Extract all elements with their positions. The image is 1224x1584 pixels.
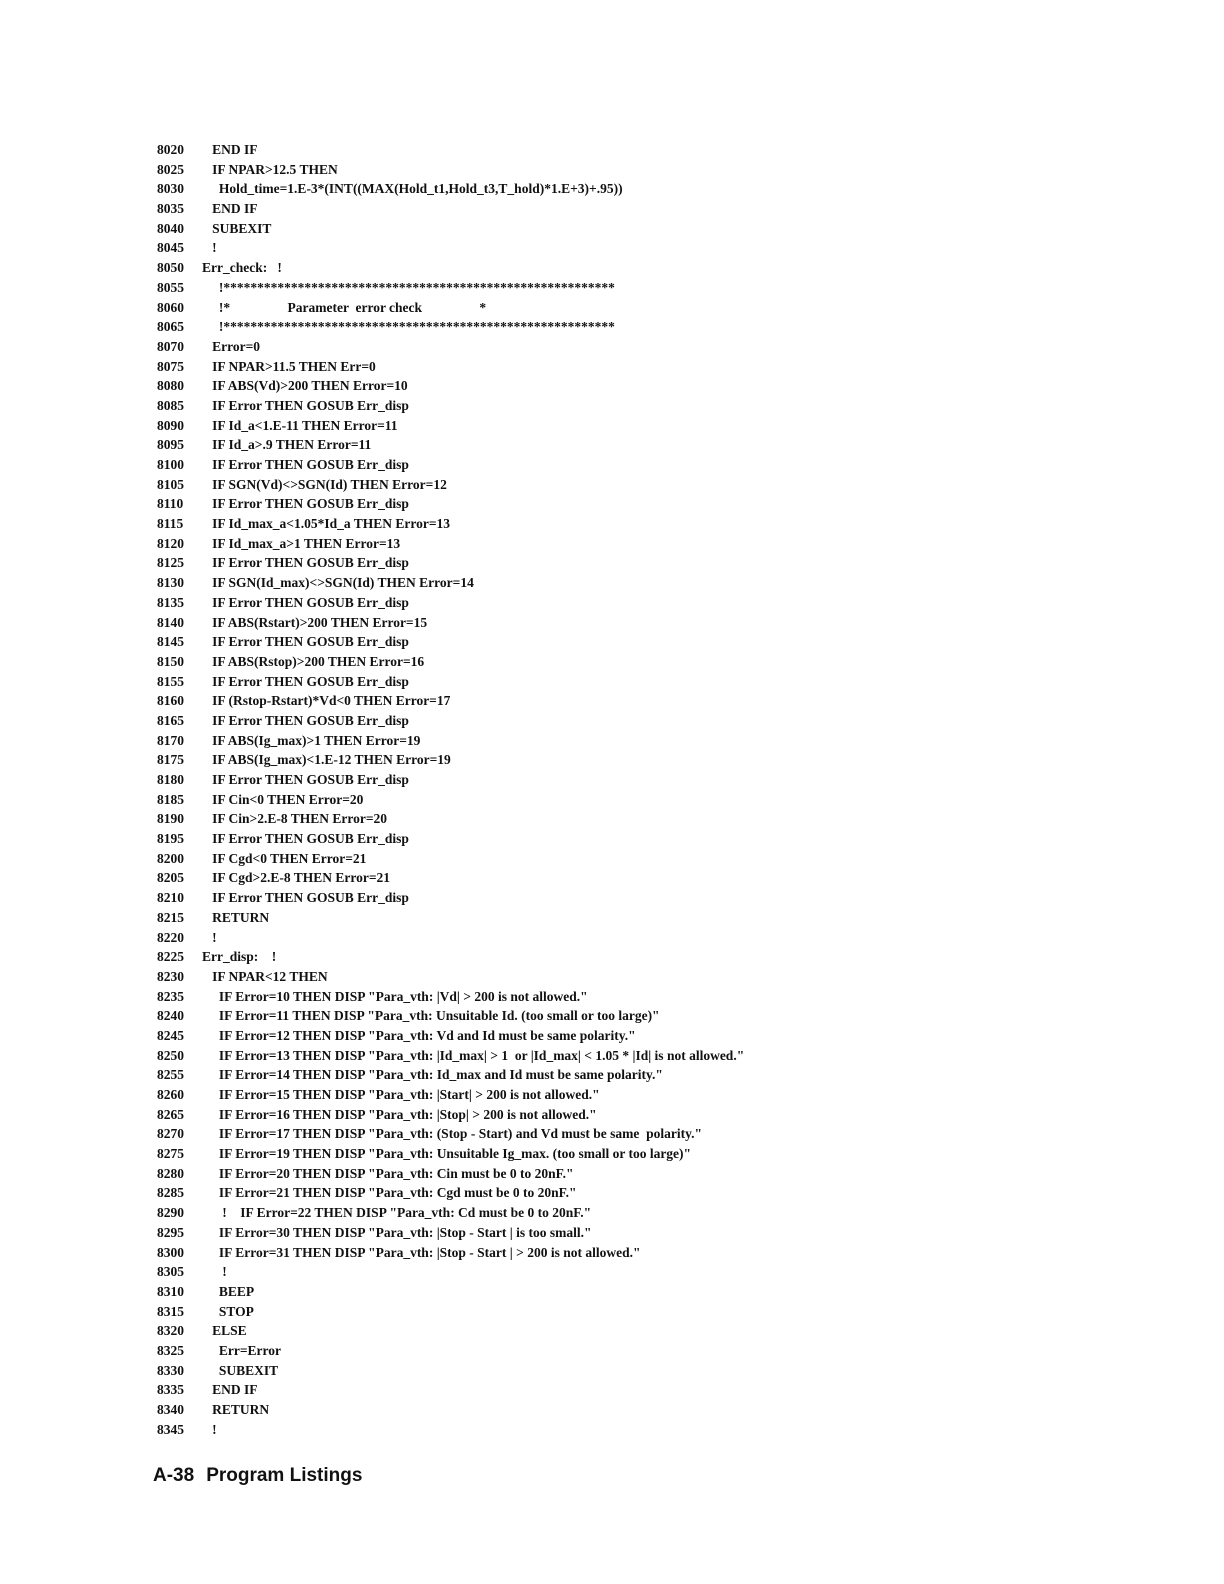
line-number: 8160 [157, 693, 184, 709]
line-number: 8150 [157, 653, 184, 669]
line-code: !* Parameter error check * [202, 299, 487, 315]
code-line [157, 278, 1207, 298]
line-code: IF Error THEN GOSUB Err_disp [202, 555, 409, 571]
section-title: Program Listings [206, 1465, 363, 1486]
line-code: IF ABS(Rstop)>200 THEN Error=16 [202, 653, 425, 669]
line-number: 8230 [157, 968, 184, 984]
line-code: IF Error=14 THEN DISP "Para_vth: Id_max and Id must be same polarity." [202, 1067, 663, 1083]
code-line [157, 790, 1207, 810]
line-number: 8240 [157, 1008, 184, 1024]
line-code: IF Error=15 THEN DISP "Para_vth: |Start| > 200 is not allowed." [202, 1087, 600, 1102]
line-code: IF Cgd<0 THEN Error=21 [202, 850, 367, 866]
line-number: 8345 [157, 1421, 184, 1437]
line-number: 8170 [157, 732, 184, 748]
program-listing [157, 140, 1207, 1439]
line-number: 8085 [157, 397, 184, 413]
code-line [157, 199, 1207, 219]
code-line [157, 494, 1207, 514]
code-line [157, 455, 1207, 475]
line-code: IF Id_max_a>1 THEN Error=13 [202, 535, 401, 551]
line-code: IF Error THEN GOSUB Err_disp [202, 457, 409, 472]
code-line [157, 691, 1207, 711]
line-code: IF (Rstop-Rstart)*Vd<0 THEN Error=17 [202, 693, 451, 709]
line-number: 8165 [157, 712, 184, 728]
line-code: ELSE [202, 1323, 247, 1339]
page-number: A-38 [153, 1465, 195, 1486]
line-code: IF ABS(Ig_max)<1.E-12 THEN Error=19 [202, 752, 451, 768]
line-number: 8020 [157, 142, 184, 157]
line-number: 8295 [157, 1224, 184, 1240]
line-code: IF Error=19 THEN DISP "Para_vth: Unsuitable Ig_max. (too small or too large)" [202, 1146, 692, 1162]
line-number: 8040 [157, 220, 184, 236]
line-code: IF Error THEN GOSUB Err_disp [202, 634, 409, 650]
line-code: ! [202, 240, 217, 256]
line-code: IF Error=11 THEN DISP "Para_vth: Unsuitable Id. (too small or too large)" [202, 1008, 660, 1024]
line-code: IF Error=10 THEN DISP "Para_vth: |Vd| > 200 is not allowed." [202, 988, 588, 1004]
line-number: 8175 [157, 752, 184, 768]
code-line [157, 1282, 1207, 1302]
line-code: END IF [202, 1382, 258, 1398]
line-number: 8185 [157, 791, 184, 807]
line-code: IF SGN(Vd)<>SGN(Id) THEN Error=12 [202, 476, 447, 492]
code-line [157, 947, 1207, 967]
line-code: Err=Error [202, 1342, 282, 1358]
code-line [157, 317, 1207, 337]
line-code: IF Error=16 THEN DISP "Para_vth: |Stop| > 200 is not allowed." [202, 1106, 597, 1122]
line-code: IF Error=13 THEN DISP "Para_vth: |Id_max| > 1 or |Id_max| < 1.05 * |Id| is not allowed." [202, 1047, 745, 1063]
code-line [157, 435, 1207, 455]
line-number: 8090 [157, 417, 184, 433]
line-number: 8305 [157, 1264, 184, 1280]
code-line [157, 1105, 1207, 1125]
line-code: STOP [202, 1303, 254, 1319]
code-line [157, 1302, 1207, 1322]
line-code: IF Error THEN GOSUB Err_disp [202, 496, 409, 512]
line-code: Hold_time=1.E-3*(INT((MAX(Hold_t1,Hold_t3,T_hold)*1.E+3)+.95)) [202, 181, 623, 197]
code-line [157, 160, 1207, 180]
line-number: 8205 [157, 870, 184, 886]
line-code: SUBEXIT [202, 1362, 279, 1378]
line-number: 8325 [157, 1342, 184, 1358]
code-line [157, 711, 1207, 731]
code-line [157, 258, 1207, 278]
code-line [157, 238, 1207, 258]
line-number: 8135 [157, 594, 184, 610]
code-line [157, 1065, 1207, 1085]
line-number: 8320 [157, 1323, 184, 1339]
code-line [157, 1183, 1207, 1203]
line-code: IF Id_a>.9 THEN Error=11 [202, 437, 372, 453]
line-number: 8025 [157, 161, 184, 177]
line-number: 8260 [157, 1087, 184, 1102]
line-code: IF Error=20 THEN DISP "Para_vth: Cin must be 0 to 20nF." [202, 1165, 574, 1181]
line-code: IF Error=17 THEN DISP "Para_vth: (Stop - Start) and Vd must be same polarity." [202, 1126, 702, 1142]
code-line [157, 298, 1207, 318]
code-line [157, 987, 1207, 1007]
line-code: BEEP [202, 1283, 255, 1299]
line-number: 8180 [157, 772, 184, 787]
line-number: 8065 [157, 319, 184, 335]
line-code: IF Id_max_a<1.05*Id_a THEN Error=13 [202, 516, 451, 532]
line-number: 8235 [157, 988, 184, 1004]
code-line [157, 613, 1207, 633]
code-line [157, 1046, 1207, 1066]
line-code: IF NPAR>11.5 THEN Err=0 [202, 358, 376, 374]
code-line [157, 1006, 1207, 1026]
code-line [157, 672, 1207, 692]
line-number: 8055 [157, 279, 184, 295]
line-number: 8275 [157, 1146, 184, 1162]
line-code: IF ABS(Rstart)>200 THEN Error=15 [202, 614, 428, 630]
line-number: 8190 [157, 811, 184, 827]
code-line [157, 928, 1207, 948]
line-number: 8110 [157, 496, 184, 512]
code-line [157, 1321, 1207, 1341]
line-number: 8310 [157, 1283, 184, 1299]
line-code: IF Error THEN GOSUB Err_disp [202, 594, 409, 610]
line-code: RETURN [202, 909, 270, 925]
code-line [157, 514, 1207, 534]
code-line [157, 1361, 1207, 1381]
code-line [157, 1243, 1207, 1263]
line-code: Error=0 [202, 338, 261, 354]
code-line [157, 140, 1207, 160]
line-number: 8255 [157, 1067, 184, 1083]
line-code: IF ABS(Vd)>200 THEN Error=10 [202, 378, 408, 394]
line-code: IF Error=21 THEN DISP "Para_vth: Cgd must be 0 to 20nF." [202, 1185, 577, 1201]
line-code: ! IF Error=22 THEN DISP "Para_vth: Cd must be 0 to 20nF." [202, 1205, 592, 1221]
line-code: Err_disp: ! [202, 949, 277, 965]
line-number: 8045 [157, 240, 184, 256]
line-number: 8300 [157, 1244, 184, 1260]
line-code: IF Error THEN GOSUB Err_disp [202, 397, 409, 413]
code-line [157, 967, 1207, 987]
code-line [157, 1262, 1207, 1282]
code-line [157, 357, 1207, 377]
code-line [157, 179, 1207, 199]
line-code: IF Error=31 THEN DISP "Para_vth: |Stop - Start | > 200 is not allowed." [202, 1244, 641, 1260]
line-number: 8330 [157, 1362, 184, 1378]
line-number: 8080 [157, 378, 184, 394]
line-code: IF NPAR<12 THEN [202, 968, 328, 984]
line-number: 8095 [157, 437, 184, 453]
line-number: 8035 [157, 201, 184, 217]
code-line [157, 908, 1207, 928]
code-line [157, 219, 1207, 239]
code-line [157, 1124, 1207, 1144]
line-code: IF ABS(Ig_max)>1 THEN Error=19 [202, 732, 421, 748]
code-line [157, 396, 1207, 416]
line-number: 8200 [157, 850, 184, 866]
line-number: 8050 [157, 260, 184, 276]
code-line [157, 593, 1207, 613]
code-line [157, 1400, 1207, 1420]
line-code: !********************************************************** [202, 319, 615, 335]
line-code: RETURN [202, 1402, 270, 1417]
code-line [157, 809, 1207, 829]
code-line [157, 888, 1207, 908]
line-number: 8315 [157, 1303, 184, 1319]
line-number: 8280 [157, 1165, 184, 1181]
line-code: IF Cin<0 THEN Error=20 [202, 791, 364, 807]
line-code: END IF [202, 142, 258, 157]
line-code: IF Cin>2.E-8 THEN Error=20 [202, 811, 388, 827]
line-code: SUBEXIT [202, 220, 272, 236]
code-line [157, 553, 1207, 573]
line-code: ! [202, 1421, 217, 1437]
line-number: 8195 [157, 831, 184, 847]
code-line [157, 1164, 1207, 1184]
line-number: 8335 [157, 1382, 184, 1398]
line-code: IF Error=30 THEN DISP "Para_vth: |Stop - Start | is too small." [202, 1224, 592, 1240]
line-number: 8075 [157, 358, 184, 374]
line-number: 8220 [157, 929, 184, 945]
line-number: 8125 [157, 555, 184, 571]
page-footer [153, 1465, 362, 1487]
line-code: IF Error THEN GOSUB Err_disp [202, 831, 409, 847]
line-code: IF Error THEN GOSUB Err_disp [202, 890, 409, 906]
line-code: !********************************************************** [202, 279, 615, 295]
line-number: 8100 [157, 457, 184, 472]
code-line [157, 750, 1207, 770]
code-line [157, 376, 1207, 396]
line-number: 8060 [157, 299, 184, 315]
line-number: 8115 [157, 516, 184, 532]
line-code: IF NPAR>12.5 THEN [202, 161, 338, 177]
line-number: 8265 [157, 1106, 184, 1122]
code-line [157, 337, 1207, 357]
code-line [157, 829, 1207, 849]
code-line [157, 868, 1207, 888]
line-code: IF Error=12 THEN DISP "Para_vth: Vd and Id must be same polarity." [202, 1027, 636, 1043]
line-number: 8120 [157, 535, 184, 551]
code-line [157, 1203, 1207, 1223]
line-code: ! [202, 929, 217, 945]
line-code: IF Error THEN GOSUB Err_disp [202, 772, 409, 787]
line-number: 8285 [157, 1185, 184, 1201]
line-number: 8225 [157, 949, 184, 965]
line-number: 8145 [157, 634, 184, 650]
code-line [157, 534, 1207, 554]
code-line [157, 849, 1207, 869]
line-number: 8130 [157, 575, 184, 591]
line-code: ! [202, 1264, 227, 1280]
code-line [157, 1085, 1207, 1105]
line-number: 8250 [157, 1047, 184, 1063]
code-line [157, 1341, 1207, 1361]
line-number: 8155 [157, 673, 184, 689]
code-line [157, 1380, 1207, 1400]
code-line [157, 1144, 1207, 1164]
line-number: 8215 [157, 909, 184, 925]
line-number: 8030 [157, 181, 184, 197]
line-number: 8210 [157, 890, 184, 906]
code-line [157, 416, 1207, 436]
line-number: 8070 [157, 338, 184, 354]
line-code: IF SGN(Id_max)<>SGN(Id) THEN Error=14 [202, 575, 474, 591]
line-code: END IF [202, 201, 258, 217]
code-line [157, 1420, 1207, 1440]
code-line [157, 573, 1207, 593]
line-number: 8290 [157, 1205, 184, 1221]
line-number: 8105 [157, 476, 184, 492]
line-number: 8270 [157, 1126, 184, 1142]
code-line [157, 475, 1207, 495]
line-code: IF Cgd>2.E-8 THEN Error=21 [202, 870, 391, 886]
line-code: IF Error THEN GOSUB Err_disp [202, 712, 409, 728]
code-line [157, 770, 1207, 790]
line-code: IF Id_a<1.E-11 THEN Error=11 [202, 417, 398, 433]
code-line [157, 652, 1207, 672]
line-code: Err_check: ! [202, 260, 282, 276]
code-line [157, 1223, 1207, 1243]
line-number: 8140 [157, 614, 184, 630]
line-code: IF Error THEN GOSUB Err_disp [202, 673, 409, 689]
code-line [157, 632, 1207, 652]
line-number: 8340 [157, 1402, 184, 1417]
line-number: 8245 [157, 1027, 184, 1043]
code-line [157, 1026, 1207, 1046]
code-line [157, 731, 1207, 751]
